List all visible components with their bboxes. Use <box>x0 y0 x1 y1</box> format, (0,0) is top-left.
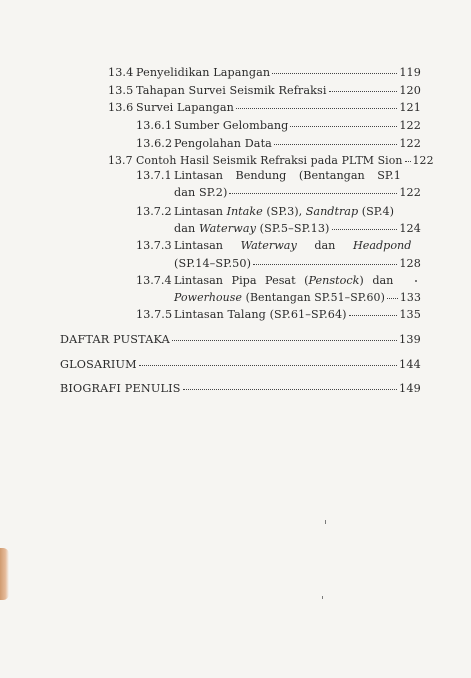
toc-title: Pengolahan Data <box>174 137 272 150</box>
toc-entry-biografi-penulis <box>60 382 421 396</box>
toc-number: 13.7 <box>108 154 133 167</box>
dot-leader <box>229 193 397 194</box>
toc-entry-13-7-4-line1 <box>136 274 421 288</box>
toc-page: 119 <box>399 66 421 79</box>
toc-number: 13.7.2 <box>136 205 172 218</box>
toc-number: 13.5 <box>108 84 134 97</box>
dot-leader <box>172 340 397 341</box>
toc-page: 128 <box>399 257 421 270</box>
toc-page: 122 <box>399 137 421 150</box>
toc-title-line2: Powerhouse (Bentangan SP.51–SP.60) <box>174 291 385 304</box>
scan-speck <box>325 520 326 524</box>
dot-leader <box>139 365 397 366</box>
toc-title: Lintasan Talang (SP.61–SP.64) <box>174 308 347 321</box>
toc-entry-13-7-5 <box>136 308 421 322</box>
toc-title: Tahapan Survei Seismik Refraksi <box>136 84 327 97</box>
toc-page: 122 <box>399 186 421 199</box>
toc-page: 122 <box>399 119 421 132</box>
toc-entry-13-5 <box>108 84 421 98</box>
toc-title: Sumber Gelombang <box>174 119 289 132</box>
dot-leader <box>387 298 398 299</box>
toc-entry-13-6-1 <box>136 119 421 133</box>
toc-title-line1: Lintasan Pipa Pesat (Penstock) dan <box>174 274 394 287</box>
toc-title-line2: dan Waterway (SP.5–SP.13) <box>174 222 330 235</box>
toc-title: Penyelidikan Lapangan <box>136 66 271 79</box>
toc-entry-13-7-2-line1 <box>136 205 421 219</box>
toc-entry-13-7-1-line1 <box>136 169 421 183</box>
toc-entry-13-6 <box>108 101 421 115</box>
dot-leader <box>183 389 397 390</box>
dot-leader <box>349 315 398 316</box>
toc-entry-13-7-3-line1 <box>136 239 421 253</box>
toc-entry-13-7-1-line2 <box>174 186 421 200</box>
toc-title: GLOSARIUM <box>60 358 137 371</box>
toc-page: 120 <box>399 84 421 97</box>
toc-page: 149 <box>399 382 421 395</box>
toc-number: 13.7.5 <box>136 308 173 321</box>
scan-speck <box>322 596 323 599</box>
toc-page: 124 <box>399 222 421 235</box>
toc-title: Survei Lapangan <box>136 101 234 114</box>
toc-page: 135 <box>399 308 421 321</box>
toc-page: 133 <box>399 291 421 304</box>
toc-page: 122 <box>412 154 434 167</box>
dot-leader <box>405 161 411 162</box>
toc-entry-13-6-2 <box>136 137 421 151</box>
toc-title-line2: (SP.14–SP.50) <box>174 257 252 270</box>
dot-leader <box>290 126 397 127</box>
toc-title-line1: Lintasan Bendung (Bentangan SP.1 <box>174 169 401 182</box>
toc-number: 13.6.2 <box>136 137 173 150</box>
toc-title-line1: Lintasan Waterway dan Headpond <box>174 239 412 252</box>
toc-title-line2: dan SP.2) <box>174 186 228 199</box>
toc-number: 13.7.3 <box>136 239 172 252</box>
toc-title-line1: Lintasan Intake (SP.3), Sandtrap (SP.4) <box>174 205 395 218</box>
page-edge-stain <box>0 548 9 600</box>
toc-page: 144 <box>399 358 421 371</box>
dot-leader <box>329 91 398 92</box>
toc-entry-13-7 <box>108 154 434 168</box>
toc-number: 13.7.1 <box>136 169 172 182</box>
dot-leader <box>236 108 397 109</box>
toc-entry-13-7-2-line2 <box>174 222 421 236</box>
dot-leader <box>253 264 397 265</box>
scan-speck <box>415 280 417 282</box>
toc-entry-glosarium <box>60 358 421 372</box>
toc-number: 13.6 <box>108 101 134 114</box>
toc-number: 13.7.4 <box>136 274 172 287</box>
toc-entry-daftar-pustaka <box>60 333 421 347</box>
dot-leader <box>274 144 397 145</box>
toc-entry-13-7-4-line2 <box>174 291 421 305</box>
toc-number: 13.6.1 <box>136 119 173 132</box>
toc-title: DAFTAR PUSTAKA <box>60 333 170 346</box>
toc-number: 13.4 <box>108 66 134 79</box>
toc-entry-13-7-3-line2 <box>174 257 421 271</box>
dot-leader <box>332 229 398 230</box>
dot-leader <box>272 73 397 74</box>
toc-title: BIOGRAFI PENULIS <box>60 382 181 395</box>
toc-page: 139 <box>399 333 421 346</box>
toc-title: Contoh Hasil Seismik Refraksi pada PLTM Sion <box>136 154 403 167</box>
toc-page: 121 <box>399 101 421 114</box>
toc-entry-13-4 <box>108 66 421 80</box>
